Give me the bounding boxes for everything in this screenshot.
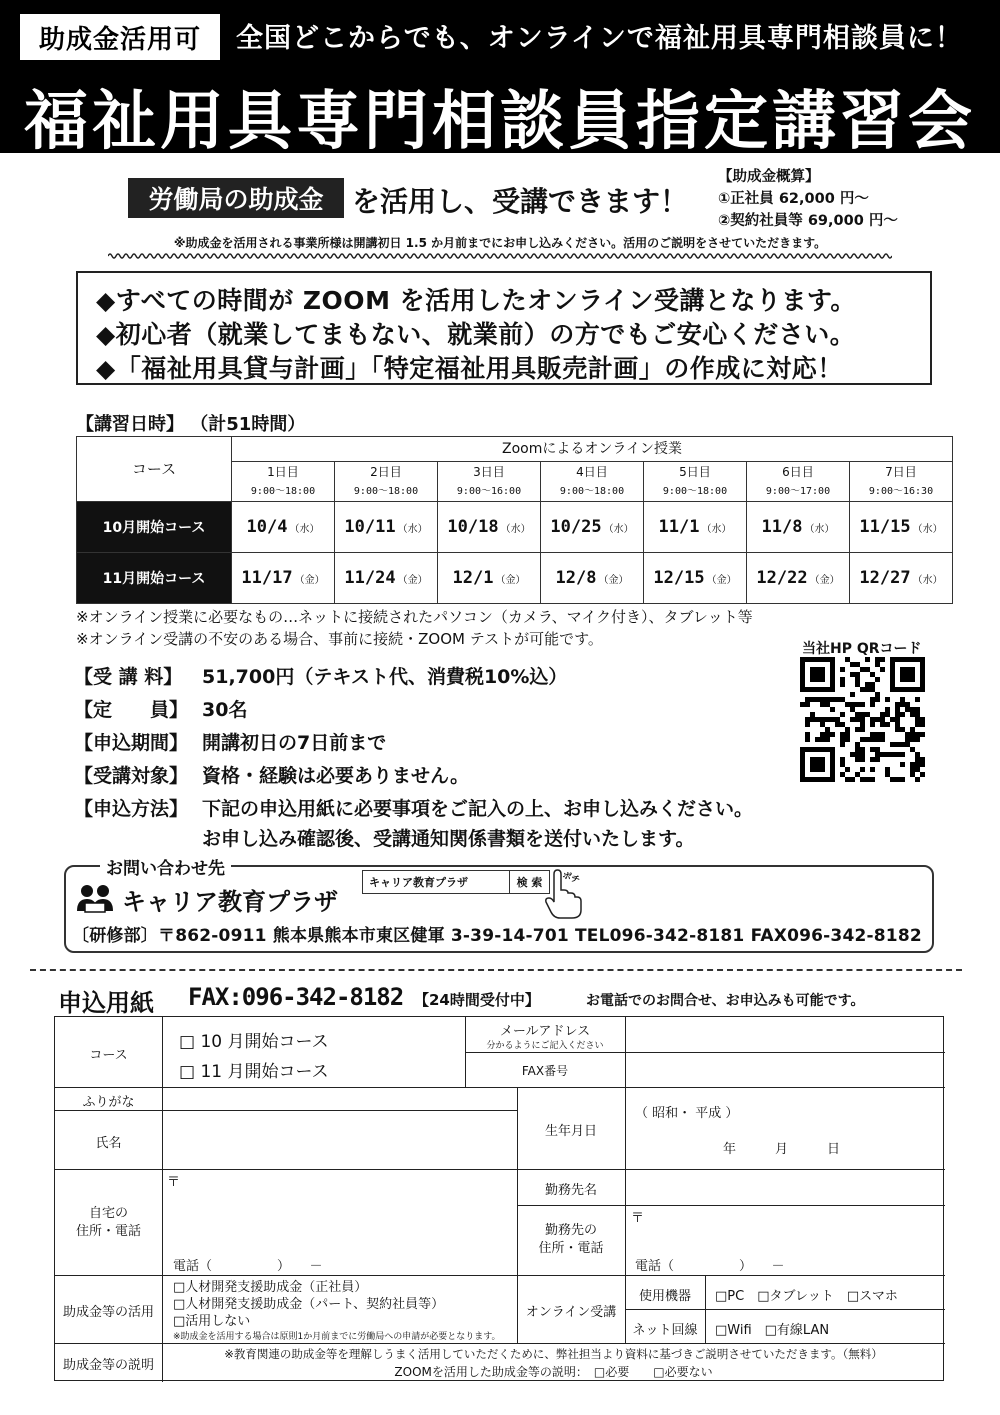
date-cell: 10/4 （水） bbox=[232, 502, 335, 553]
network-label: ネット回線 bbox=[632, 1323, 698, 1338]
qr-label: 当社HP QRコード bbox=[802, 641, 922, 657]
subsidy-contract-checkbox[interactable]: □人材開発支援助成金（パート、契約社員等） bbox=[173, 1297, 445, 1312]
date-cell: 11/1 （水） bbox=[644, 502, 747, 553]
schedule-table bbox=[76, 436, 953, 604]
subsidy-none-checkbox[interactable]: □活用しない bbox=[173, 1314, 251, 1329]
subsidy-headline: を活用し、受講できます！ bbox=[352, 185, 689, 218]
info-method-cont: お申し込み確認後、受講通知関係書類を送付いたします。 bbox=[202, 828, 695, 850]
application-form bbox=[54, 1016, 944, 1381]
email-field[interactable] bbox=[627, 1019, 943, 1050]
furigana-field[interactable] bbox=[164, 1089, 515, 1109]
date-cell: 10/25 （水） bbox=[541, 502, 644, 553]
explain-zoom-options[interactable]: ZOOMを活用した助成金等の説明： □必要 □必要ない bbox=[394, 1365, 713, 1379]
online-label: オンライン受講 bbox=[525, 1305, 617, 1320]
labor-bureau-subsidy-badge: 労働局の助成金 bbox=[128, 178, 344, 218]
email-label: メールアドレス bbox=[499, 1024, 591, 1039]
birthday-ymd[interactable]: 年 月 日 bbox=[723, 1142, 841, 1157]
work-address-label: 勤務先の 住所・電話 bbox=[538, 1223, 604, 1256]
zoom-header: Zoomによるオンライン授業 bbox=[232, 437, 953, 462]
explain-label: 助成金等の説明 bbox=[62, 1358, 154, 1373]
company-name: キャリア教育プラザ bbox=[122, 888, 338, 916]
form-course-label: コース bbox=[89, 1048, 128, 1063]
wavy-underline bbox=[108, 252, 892, 260]
search-input[interactable]: キャリア教育プラザ bbox=[362, 870, 510, 894]
name-field[interactable] bbox=[164, 1112, 515, 1168]
day-header: 3日目 9:00〜16:00 bbox=[438, 462, 541, 502]
contact-label: お問い合わせ先 bbox=[100, 854, 231, 879]
poch-text: ポチ bbox=[560, 870, 582, 887]
header-tagline: 全国どこからでも、オンラインで福祉用具専門相談員に！ bbox=[236, 23, 963, 54]
course-header: コース bbox=[77, 437, 232, 502]
date-cell: 11/24 （金） bbox=[335, 553, 438, 604]
subsidy-small-note: ※助成金を活用する場合は原則1か月前までに労働局への申請が必要となります。 bbox=[173, 1332, 501, 1342]
schedule-heading: 【講習日時】 （計51時間） bbox=[76, 414, 306, 435]
search-button[interactable]: 検 索 bbox=[510, 870, 550, 894]
feature-beginner: ◆初心者（就業してまもない、就業前）の方でもご安心ください。 bbox=[96, 320, 856, 349]
header-banner bbox=[0, 0, 1000, 159]
date-cell: 11/8 （水） bbox=[747, 502, 850, 553]
application-fax: FAX:096-342-8182 bbox=[188, 983, 404, 1011]
pointing-hand-icon bbox=[540, 868, 584, 920]
date-cell: 12/27 （水） bbox=[850, 553, 953, 604]
course-october: 10月開始コース bbox=[77, 502, 232, 553]
date-cell: 10/11 （水） bbox=[335, 502, 438, 553]
people-icon bbox=[76, 883, 116, 913]
subsidy-note: ※助成金を活用される事業所様は開講初日 1.5 か月前までにお申し込みください。活用のご説明をさせていただきます。 bbox=[173, 236, 827, 250]
work-phone-field[interactable]: 電話（ ） － bbox=[635, 1259, 785, 1274]
furigana-label: ふりがな bbox=[82, 1095, 135, 1110]
date-cell: 12/15 （金） bbox=[644, 553, 747, 604]
work-name-field[interactable] bbox=[627, 1171, 943, 1204]
subsidy-overview-contract: ②契約社員等 69,000 円〜 bbox=[718, 213, 898, 229]
cut-line bbox=[30, 969, 962, 971]
home-phone-field[interactable]: 電話（ ） － bbox=[173, 1259, 323, 1274]
fax-label: FAX番号 bbox=[521, 1064, 569, 1078]
work-name-label: 勤務先名 bbox=[544, 1183, 597, 1198]
subsidy-overview bbox=[718, 166, 898, 232]
day-header: 4日目 9:00〜18:00 bbox=[541, 462, 644, 502]
subsidy-overview-regular: ①正社員 62,000 円〜 bbox=[718, 191, 869, 207]
feature-zoom: ◆すべての時間が ZOOM を活用したオンライン受講となります。 bbox=[96, 286, 856, 315]
birthday-era[interactable]: （ 昭和・ 平成 ） bbox=[635, 1106, 739, 1121]
work-postal: 〒 bbox=[631, 1211, 645, 1226]
schedule-note-requirements: ※オンライン授業に必要なもの…ネットに接続されたパソコン（カメラ、マイク付き）、タブレット等 bbox=[76, 608, 753, 626]
day-header: 6日目 9:00〜17:00 bbox=[747, 462, 850, 502]
date-cell: 11/17 （金） bbox=[232, 553, 335, 604]
feature-box bbox=[76, 271, 932, 385]
day-header: 7日目 9:00〜16:30 bbox=[850, 462, 953, 502]
application-phone-note: お電話でのお問合せ、お申込みも可能です。 bbox=[586, 993, 865, 1009]
subsidy-available-badge: 助成金活用可 bbox=[20, 14, 220, 60]
page-title: 福祉用具専門相談員指定講習会 bbox=[24, 85, 976, 159]
info-method: 【申込方法】 下記の申込用紙に必要事項をご記入の上、お申し込みください。 bbox=[74, 798, 754, 820]
info-period: 【申込期間】 開講初日の7日前まで bbox=[74, 732, 387, 754]
date-cell: 10/18 （水） bbox=[438, 502, 541, 553]
info-eligibility: 【受講対象】 資格・経験は必要ありません。 bbox=[74, 765, 470, 787]
fax-field[interactable] bbox=[627, 1054, 943, 1085]
table-row bbox=[77, 553, 953, 604]
date-cell: 12/8 （金） bbox=[541, 553, 644, 604]
qr-code-icon[interactable] bbox=[800, 657, 930, 783]
network-options[interactable]: □Wifi □有線LAN bbox=[715, 1323, 830, 1338]
day-header: 2日目 9:00〜18:00 bbox=[335, 462, 438, 502]
subsidy-use-label: 助成金等の活用 bbox=[62, 1305, 154, 1320]
date-cell: 12/22 （金） bbox=[747, 553, 850, 604]
home-postal: 〒 bbox=[167, 1175, 181, 1190]
day-header: 5日目 9:00〜18:00 bbox=[644, 462, 747, 502]
name-label: 氏名 bbox=[95, 1136, 122, 1151]
birthday-label: 生年月日 bbox=[544, 1124, 597, 1139]
feature-plan: ◆「福祉用具貸与計画」「特定福祉用具販売計画」の作成に対応！ bbox=[96, 354, 843, 383]
application-hours: 【24時間受付中】 bbox=[414, 991, 540, 1009]
schedule-note-test: ※オンライン受講の不安のある場合、事前に接続・ZOOM テストが可能です。 bbox=[76, 630, 603, 648]
info-capacity: 【定 員】 30名 bbox=[74, 699, 248, 721]
contact-address: 〔研修部〕〒862-0911 熊本県熊本市東区健軍 3-39-14-701 TEL096-342-8181 FAX096-342-8182 bbox=[72, 926, 922, 946]
day-header: 1日目 9:00〜18:00 bbox=[232, 462, 335, 502]
device-label: 使用機器 bbox=[638, 1289, 691, 1304]
subsidy-regular-checkbox[interactable]: □人材開発支援助成金（正社員） bbox=[173, 1280, 368, 1295]
explain-note: ※教育関連の助成金等を理解しうまく活用していただくために、弊社担当より資料に基づきご説明させていただきます。（無料） bbox=[224, 1347, 883, 1361]
home-label: 自宅の 住所・電話 bbox=[75, 1206, 141, 1239]
course-october-checkbox[interactable]: □ 10 月開始コース bbox=[179, 1032, 329, 1052]
application-title: 申込用紙 bbox=[58, 989, 154, 1017]
device-options[interactable]: □PC □タブレット □スマホ bbox=[715, 1289, 898, 1304]
subsidy-overview-title: 【助成金概算】 bbox=[718, 169, 820, 185]
table-row bbox=[77, 502, 953, 553]
course-november-checkbox[interactable]: □ 11 月開始コース bbox=[179, 1062, 329, 1082]
date-cell: 11/15 （水） bbox=[850, 502, 953, 553]
date-cell: 12/1 （金） bbox=[438, 553, 541, 604]
course-november: 11月開始コース bbox=[77, 553, 232, 604]
info-fee: 【受 講 料】 51,700円（テキスト代、消費税10%込） bbox=[74, 666, 568, 688]
email-note: 分かるようにご記入ください bbox=[486, 1041, 604, 1051]
